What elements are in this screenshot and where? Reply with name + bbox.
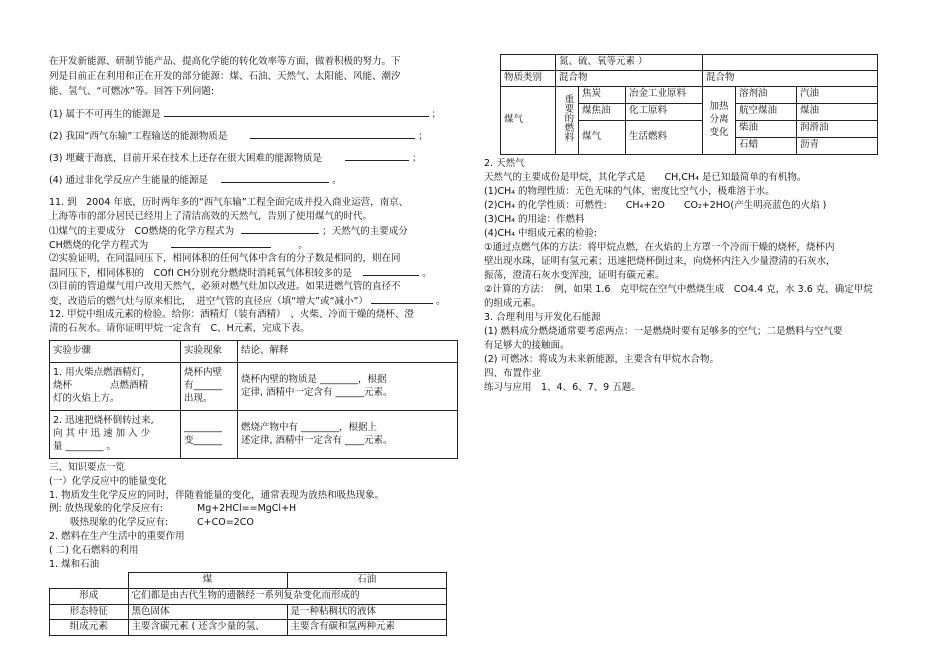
table-cell[interactable]: ________ 变______ [181,411,238,459]
q11-line-2: 上海等市的部分居民已经用上了清洁高效的天然气，告别了使用煤气的时代。 [49,211,373,222]
table-cell: 混合物 [556,70,703,86]
question-1-text: (1) 属于不可再生的能源是 [49,109,161,120]
table-cell: 物质类别 [501,70,556,86]
table-header: 结论、解释 [238,341,458,363]
table-cell: 焦炭 [579,86,626,103]
answer-blank-2[interactable] [250,129,415,139]
intro-line-3: 能、氢气、“可燃冰”等。回答下列问题: [49,86,215,97]
table-header: 煤 [128,573,287,589]
table-cell: 沥青 [797,137,878,154]
natural-gas-9: ②计算的方法： 例，如果 1.6 克甲烷在空气中燃烧生成 CO4.4 克，水 3.6 克，确定甲烷 [484,284,873,295]
q11-line-8-text: 变，改造后的燃气灶与原来相比， 进空气管的直径应（填“增大”或“减小”） [49,296,368,307]
section-3-5: 2. 燃料在生产生活中的重要作用 [49,531,185,542]
natural-gas-4: (3)CH₄ 的用途：作燃料 [484,214,585,225]
answer-blank-co[interactable] [241,224,319,234]
table-cell: 煤气 [501,86,556,154]
semicolon: ； [431,109,442,120]
natural-gas-1: 天然气的主要成份是甲烷，其化学式是 CH,CH₄ 是已知最简单的有机物。 [484,172,807,183]
section-3-title: 三、知识要点一览 [49,462,126,473]
table-cell: 航空煤油 [736,103,797,120]
natural-gas-2: (1)CH₄ 的物理性质：无色无味的气体，密度比空气小，极难溶于水。 [484,186,775,197]
fossil-energy-3: (2) 可燃冰：将成为未来新能源，主要含有甲烷水合物。 [484,354,719,365]
question-4-text: (4) 通过非化学反应产生能量的能源是 [49,175,208,186]
coal-oil-table [49,572,447,636]
table-cell: 形态特征 [50,604,129,620]
q11-line-6-text: 温同压下，相同体积的 COfI CH分别充分燃烧时消耗氧气体积较多的是 [49,268,353,279]
intro-line-1: 在开发新能源、研制节能产品、提高化学能的转化效率等方面，做着积极的努力。下 [49,56,401,67]
q11-line-7: ⑶目前的管道煤气用户改用天然气，必须对燃气灶加以改进。如果进燃气管的直径不 [49,281,401,292]
section-3-6: ( 二) 化石燃料的利用 [49,545,139,556]
question-2-text: (2) 我国“西气东输”工程输送的能源物质是 [49,131,228,142]
table-cell: 冶金工业原料 [626,86,703,103]
period: 。 [436,296,446,307]
answer-blank-1[interactable] [164,107,429,117]
answer-blank-4[interactable] [221,173,329,183]
q11-line-4 [49,238,308,252]
table-cell: 是一种粘稠状的液体 [287,604,447,620]
table-cell: 形成 [50,588,129,604]
section-3-2: 1. 物质发生化学反应的同时，伴随着能量的变化，通常表现为放热和吸热现象。 [49,490,385,501]
section-3-7: 1. 煤和石油 [49,559,100,570]
answer-blank-diameter[interactable] [371,294,433,304]
natural-gas-6: ①通过点燃气体的方法：将甲烷点燃，在火焰的上方罩一个冷而干燥的烧杯，烧杯内 [484,242,835,253]
table-cell: 主要含有碳和氢两种元素 [287,620,447,636]
q11-line-1: 11. 到 2004 年底，历时两年多的“西气东输”工程全面完成并投入商业运营，南京、 [49,197,409,208]
homework-1: 练习与应用 1、4、6、7、9 五题。 [484,382,641,393]
natural-gas-title: 2. 天然气 [484,158,525,169]
section-3-3: 例: 放热现象的化学反应有: Mg+2HCl==MgCl+H [49,503,297,514]
table-cell: 石蜡 [736,137,797,154]
section-3-4: 吸热现象的化学反应有: C+CO=2CO [70,517,254,528]
table-cell[interactable]: 燃烧产物中有 ________，根据上 述定律, 酒精中一定含有 ____元素。 [238,411,458,459]
intro-line-2: 列是目前正在利用和正在开发的部分能源：煤、石油、天然气、太阳能、风能、潮汐 [49,71,401,82]
table-cell: 煤油 [797,103,878,120]
question-2 [49,129,428,143]
table-cell: 润滑油 [797,120,878,137]
question-4 [49,173,342,187]
table-cell: 生活燃料 [626,120,703,154]
table-header: 石油 [287,573,447,589]
answer-blank-3[interactable] [345,151,409,161]
table-cell[interactable]: 烧杯内壁的物质是 ________，根据 定律, 酒精中一定含有 ______元素。 [238,363,458,411]
natural-gas-7: 壁出现水珠，证明有氢元素；迅速把烧杯倒过来，向烧杯内注入少量澄清的石灰水， [484,256,836,267]
table-cell: 1. 用火柴点燃酒精灯， 烧杯 点燃酒精 灯的火焰上方。 [50,363,181,411]
period: 。 [298,240,308,251]
exothermic-equation: Mg+2HCl==MgCl+H [197,503,297,514]
q11-line-5: ⑵实验证明，在同温同压下，相同体积的任何气体中含有的分子数是相同的，则在同 [49,253,401,264]
answer-blank-ch4[interactable] [171,238,271,248]
q11-line-3b: ；天然气的主要成分 [322,226,408,237]
fossil-energy-title: 3. 合理利用与开发化石能源 [484,312,601,323]
question-3 [49,151,422,165]
table-cell: 主要含碳元素 ( 还含少量的氢、 [128,620,287,636]
q11-line-6 [49,266,432,280]
natural-gas-10: 的组成元素。 [484,298,542,309]
natural-gas-3: (2)CH₄ 的化学性质：可燃性: CH₄+2O CO₂+2HO(产生明亮蓝色的火焰 ) [484,200,827,211]
natural-gas-8: 振荡，澄清石灰水变浑浊，证明有碳元素。 [484,270,665,281]
table-cell: 化工原料 [626,103,703,120]
q12-line-2: 清的石灰水。请你证明甲烷一定含有 C、H元素，完成下表。 [49,323,310,334]
table-cell: 2. 迅速把烧杯倒转过来, 向 其 中 迅 速 加 入 少 量 ________ 。 [50,411,181,459]
table-cell: 组成元素 [50,620,129,636]
period: 。 [332,175,342,186]
table-cell: 汽油 [797,86,878,103]
heat-separation-cell: 加热 分离 变化 [703,86,736,154]
semicolon: ； [418,131,428,142]
table-cell: 混合物 [703,70,878,86]
important-fuel-vertical: 重要的燃料 [556,86,579,154]
q11-line-4-text: CH燃烧的化学方程式为 [49,240,149,251]
table-header: 实验现象 [181,341,238,363]
endothermic-equation: C+CO=2CO [197,517,254,528]
table-cell: 黑色固体 [128,604,287,620]
table-cell: 柴油 [736,120,797,137]
fuel-table-continued [500,54,878,155]
q11-line-8 [49,294,446,308]
experiment-table [49,340,458,459]
homework-title: 四、布置作业 [484,368,542,379]
table-cell: 溶剂油 [736,86,797,103]
table-cell: 煤气 [579,120,626,154]
q12-line-1: 12. 甲烷中组成元素的检验。给你：酒精灯（装有酒精） 、火柴、冷而干燥的烧杯、澄 [49,309,414,320]
fossil-energy-1: (1) 燃料成分燃烧通常要考虑两点：一是燃烧时要有足够多的空气；二是燃料与空气要 [484,326,843,337]
table-cell[interactable]: 烧杯内壁 有______ 出现。 [181,363,238,411]
q11-line-3 [49,224,408,238]
q11-line-3a: ⑴煤气的主要成分 CO燃烧的化学方程式为 [49,226,235,237]
fossil-energy-2: 有足够大的接触面。 [484,340,570,351]
period: 。 [422,268,432,279]
section-3-1: (一）化学反应中的能量变化 [49,476,167,487]
question-1 [49,107,441,121]
semicolon: ； [412,153,422,164]
table-cell: 氮、硫、氧等元素 ） [556,55,703,71]
table-header: 实验步骤 [50,341,181,363]
table-cell: 它们都是由古代生物的遗骸经一系列复杂变化而形成的 [128,588,447,604]
table-cell: 煤焦油 [579,103,626,120]
answer-blank-oxygen[interactable] [363,266,419,276]
question-3-text: (3) 埋藏于海底，目前开采在技术上还存在很大困难的能源物质是 [49,153,322,164]
natural-gas-5: (4)CH₄ 中组成元素的检验: [484,228,598,239]
